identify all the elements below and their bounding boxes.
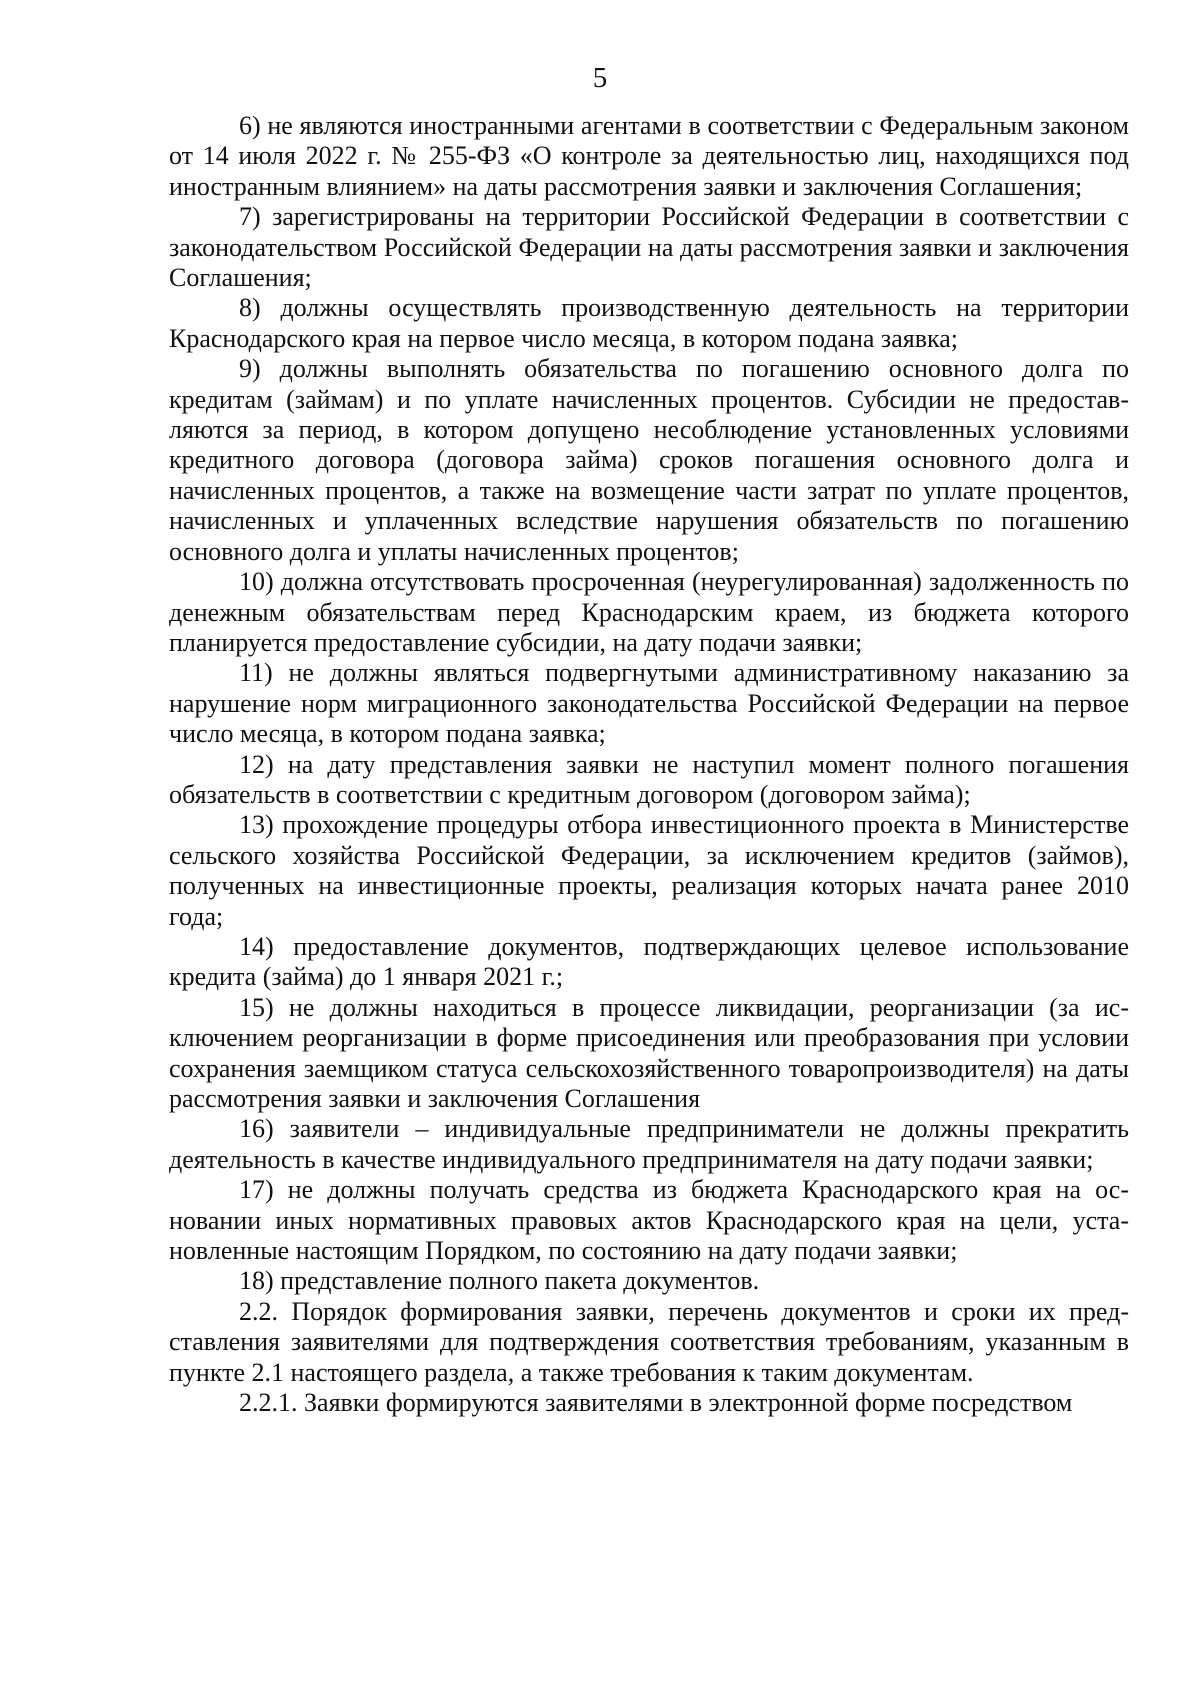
page-number: 5 — [592, 62, 608, 94]
paragraph-item-15: 15) не должны находиться в процессе ликвидации, реорганизации (за исключением реорганизации в форме присоединения или преобразования при условии сохранения заемщиком статуса сельскохозяйственного товаропроизводителя) на даты рассмотрения заявки и заключения Соглашения — [169, 992, 1129, 1113]
paragraph-item-14: 14) предоставление документов, подтверждающих целевое использование кредита (займа) до 1 января 2021 г.; — [169, 931, 1129, 992]
paragraph-item-13: 13) прохождение процедуры отбора инвестиционного проекта в Министерстве сельского хозяйства Российской Федерации, за исключением кредитов (займов), полученных на инвестиционные проекты, реализация которых начата ранее 2010 года; — [169, 810, 1129, 931]
paragraph-section-2-2: 2.2. Порядок формирования заявки, перечень документов и сроки их представления заявителями для подтверждения соответствия требованиям, указанным в пункте 2.1 настоящего раздела, а также требования к таким документам. — [169, 1296, 1129, 1387]
paragraph-item-16: 16) заявители – индивидуальные предприниматели не должны прекратить деятельность в качестве индивидуального предпринимателя на дату подачи заявки; — [169, 1114, 1129, 1174]
document-body — [169, 111, 1129, 1418]
paragraph-item-8: 8) должны осуществлять производственную деятельность на территории Краснодарского края на первое число месяца, в котором подана заявка; — [169, 293, 1129, 353]
paragraph-item-10: 10) должна отсутствовать просроченная (неурегулированная) задолженность по денежным обязательствам перед Краснодарским краем, из бюджета которого планируется предоставление субсидии, на дату подачи заявки; — [169, 567, 1129, 657]
paragraph-item-9: 9) должны выполнять обязательства по погашению основного долга по кредитам (займам) и по уплате начисленных процентов. Субсидии не предоставляются за период, в котором допущено несоблюдение установленных условиями кредитного договора (договора займа) сроков погашения основного долга и начисленных процентов, а также на возмещение части затрат по уплате процентов, начисленных и уплаченных вследствие нарушения обязательств по погашению основного долга и уплаты начисленных процентов; — [169, 354, 1129, 566]
paragraph-item-11: 11) не должны являться подвергнутыми административному наказанию за нарушение норм миграционного законодательства Российской Федерации на первое число месяца, в котором подана заявка; — [169, 658, 1129, 749]
paragraph-item-18: 18) представление полного пакета документов. — [239, 1266, 760, 1296]
paragraph-section-2-2-1: 2.2.1. Заявки формируются заявителями в электронной форме посредством — [239, 1388, 1073, 1418]
paragraph-item-17: 17) не должны получать средства из бюджета Краснодарского края на основании иных нормативных правовых актов Краснодарского края на цели, установленные настоящим Порядком, по состоянию на дату подачи заявки; — [169, 1175, 1129, 1266]
paragraph-item-7: 7) зарегистрированы на территории Российской Федерации в соответствии с законодательством Российской Федерации на даты рассмотрения заявки и заключения Соглашения; — [169, 202, 1129, 293]
paragraph-item-6: 6) не являются иностранными агентами в соответствии с Федеральным законом от 14 июля 2022 г. № 255-ФЗ «О контроле за деятельностью лиц, находящихся под иностранным влиянием» на даты рассмотрения заявки и заключения Соглашения; — [169, 111, 1129, 201]
paragraph-item-12: 12) на дату представления заявки не наступил момент полного погашения обязательств в соответствии с кредитным договором (договором займа); — [169, 749, 1129, 809]
